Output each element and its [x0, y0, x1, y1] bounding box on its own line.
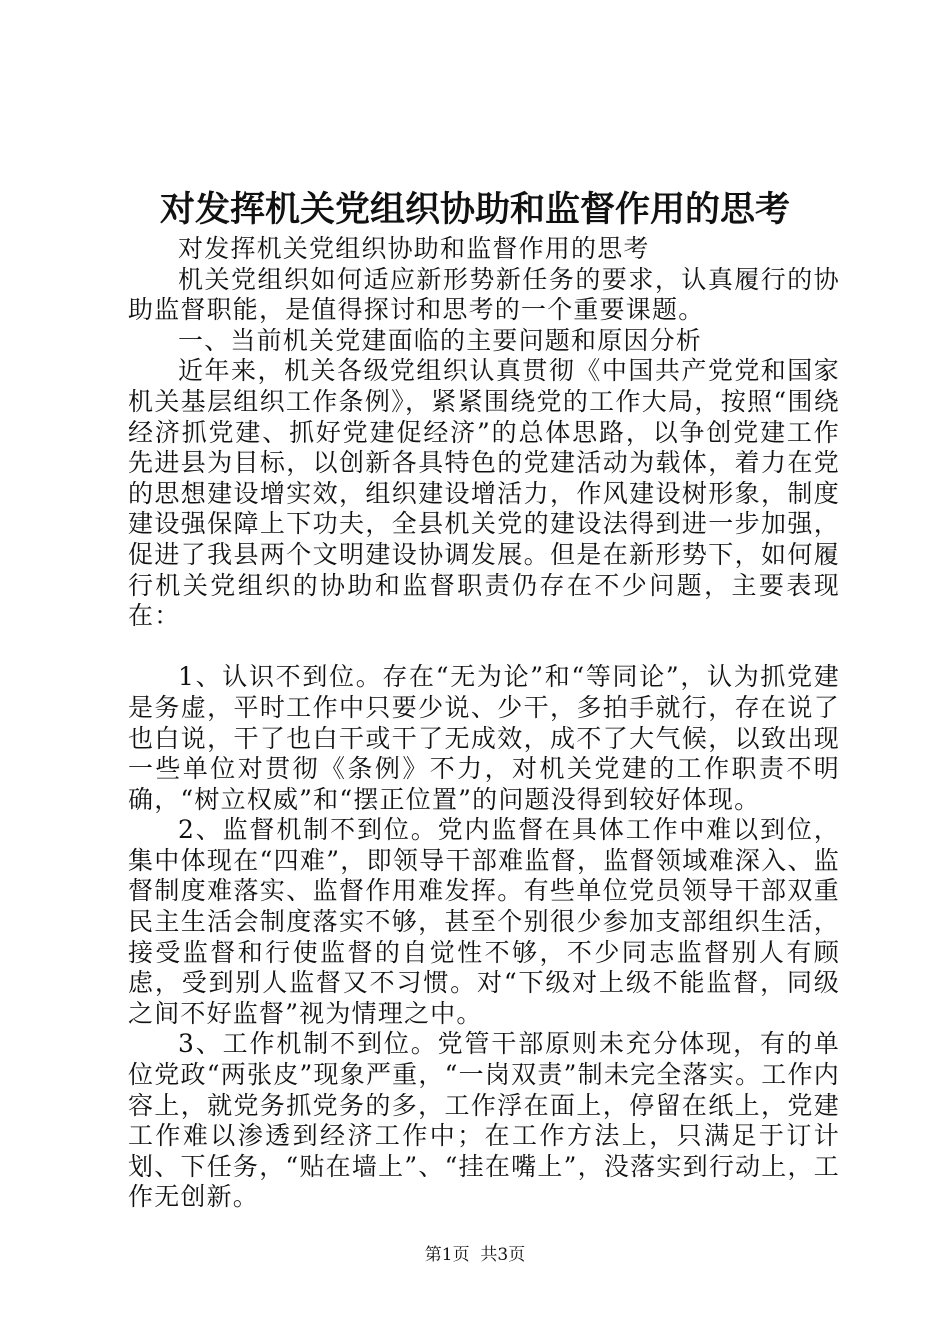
paragraph-subtitle: 对发挥机关党组织协助和监督作用的思考: [178, 234, 650, 263]
page-footer: [0, 1243, 950, 1267]
paragraph-point-3: 3、工作机制不到位。党管干部原则未充分体现，有的单位党政“两张皮”现象严重，“一岗双责”制未完全落实。工作内容上，就党务抓党务的多，工作浮在面上，停留在纸上，党建工作难以渗透到经济工作中；在工作方法上，只满足于订计划、下任务，“贴在墙上”、“挂在嘴上”，没落实到行动上，工作无创新。: [128, 1029, 840, 1212]
paragraph-point-2: 2、监督机制不到位。党内监督在具体工作中难以到位，集中体现在“四难”，即领导干部难监督，监督领域难深入、监督制度难落实、监督作用难发挥。有些单位党员领导干部双重民主生活会制度落实不够，甚至个别很少参加支部组织生活，接受监督和行使监督的自觉性不够，不少同志监督别人有顾虑，受到别人监督又不习惯。对“下级对上级不能监督，同级之间不好监督”视为情理之中。: [128, 815, 840, 1028]
document-body: [128, 234, 840, 1213]
document-title: 对发挥机关党组织协助和监督作用的思考: [159, 189, 790, 230]
paragraph-background: 近年来，机关各级党组织认真贯彻《中国共产党党和国家机关基层组织工作条例》，紧紧围绕党的工作大局，按照“围绕经济抓党建、抓好党建促经济”的总体思路，以争创党建工作先进县为目标，以创新各具特色的党建活动为载体，着力在党的思想建设增实效，组织建设增活力，作风建设树形象，制度建设强保障上下功夫，全县机关党的建设法得到进一步加强，促进了我县两个文明建设协调发展。但是在新形势下，如何履行机关党组织的协助和监督职责仍存在不少问题，主要表现在：: [128, 356, 840, 631]
section-heading: 一、当前机关党建面临的主要问题和原因分析: [178, 325, 703, 355]
page-number: 第1页 共3页: [424, 1245, 526, 1265]
paragraph-intro: 机关党组织如何适应新形势新任务的要求，认真履行的协助监督职能，是值得探讨和思考的一个重要课题。: [128, 264, 840, 325]
paragraph-point-1: 1、认识不到位。存在“无为论”和“等同论”，认为抓党建是务虚，平时工作中只要少说、少干，多拍手就行，存在说了也白说，干了也白干或干了无成效，成不了大气候，以致出现一些单位对贯彻《条例》不力，对机关党建的工作职责不明确，“树立权威”和“摆正位置”的问题没得到较好体现。: [128, 662, 840, 814]
